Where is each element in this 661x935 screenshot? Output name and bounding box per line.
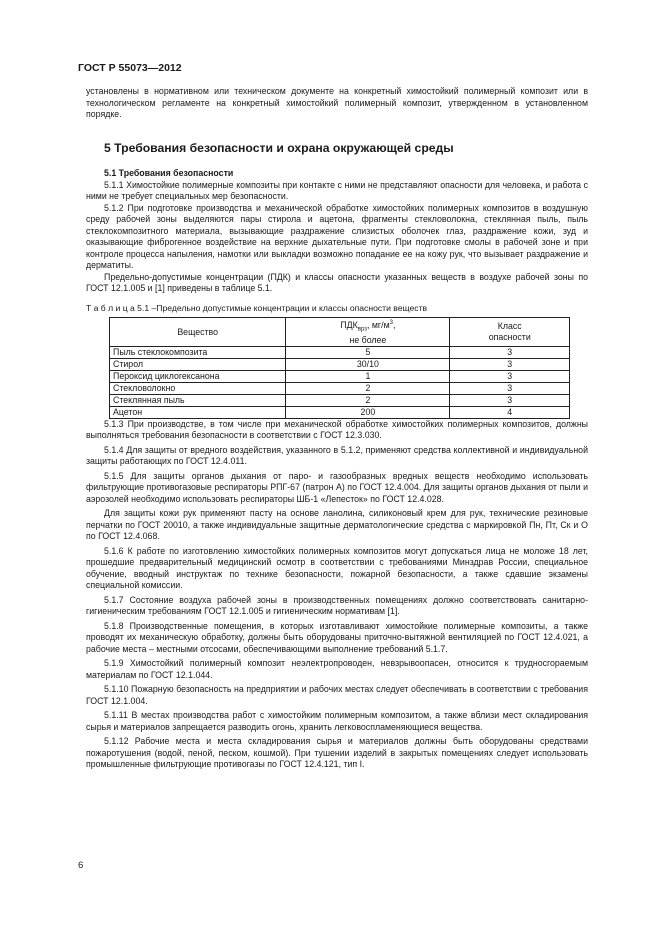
cell-pdk: 200 (286, 406, 450, 418)
cell-pdk: 2 (286, 382, 450, 394)
cell-substance: Ацетон (110, 406, 286, 418)
paragraph-5-1-6: 5.1.6 К работе по изготовлению химостойких полимерных композитов могут допускаться лица не моложе 18 лет, прошедшие предварительный медицинский осмотр в соответствии с требованиями Минздрав России, специальное обучение, вводный инструктаж по технике безопасности, пожарной безопасности, а также сдавшие экзамены специальной комиссии. (86, 545, 588, 591)
page-number: 6 (78, 860, 84, 871)
table-row (110, 358, 570, 370)
header-pdk-b: , мг/м (366, 319, 390, 330)
pdk-table (109, 317, 570, 419)
paragraph-5-1-4: 5.1.4 Для защиты от вредного воздействия, указанного в 5.1.2, применяют средства коллективной и индивидуальной защиты работающих по ГОСТ 12.4.011. (86, 444, 588, 467)
table-row (110, 394, 570, 406)
header-pdk-a: ПДК (340, 319, 358, 330)
paragraph-5-1-9: 5.1.9 Химостойкий полимерный композит неэлектропроводен, невзрывоопасен, относится к трудносгораемым материалам по ГОСТ 12.1.044. (86, 658, 588, 680)
document-body (86, 86, 588, 771)
paragraph-skin: Для защиты кожи рук применяют пасту на основе ланолина, силиконовый крем для рук, технические резиновые перчатки по ГОСТ 20010, а также индивидуальные защитные дерматологические средства с маркировкой Пн, Пт, Ск и О по ГОСТ 12.4.068. (86, 508, 588, 542)
subsection-title: 5.1 Требования безопасности (104, 168, 234, 178)
paragraph-5-1-12: 5.1.12 Рабочие места и места складирования сырья и материалов должны быть оборудованы средствами пожаротушения (водой, пеной, песком, кошмой). При тушении изделий в закрытых помещениях следует использовать промышленные фильтрующие противогазы по ГОСТ 12.4.121, тип I. (86, 736, 588, 770)
header-class-line2: опасности (488, 331, 531, 342)
cell-substance: Пыль стеклокомпозита (110, 346, 286, 358)
header-substance: Вещество (110, 318, 286, 347)
paragraph-5-1-1: 5.1.1 Химостойкие полимерные композиты при контакте с ними не представляют опасности для человека, и работа с ними не требует специальных мер безопасности. (86, 179, 588, 201)
paragraph-5-1-2: 5.1.2 При подготовке производства и механической обработке химостойких полимерных композитов в воздушную среду рабочей зоны выделяются пары стирола и ацетона, фрагменты стекловолокна, стеклянная пыль, пыль стеклокомпозитного материала, вызывающие раздражение слизистых оболочек глаз, раздражение кожи, зуд и оказывающие фиброгенное воздействие на верхние дыхательные пути. При подготовке смолы в рабочей зоне и при контроле процесса напыления, намотки или выкладки возможно попадание ее на кожу рук, что вызывает раздражение и дерматиты. (86, 202, 588, 270)
cell-pdk: 2 (286, 394, 450, 406)
paragraph-5-1-11: 5.1.11 В местах производства работ с химостойким полимерным композитом, а также вблизи мест складирования сырья и материалов запрещается разводить огонь, хранить легковоспламеняющиеся вещества. (86, 710, 588, 732)
paragraph-5-1-3: 5.1.3 При производстве, в том числе при механической обработке химостойких полимерных композитов, должны выполняться требования безопасности в соответствии с ГОСТ 12.3.030. (86, 418, 588, 441)
intro-paragraph: установлены в нормативном или техническом документе на конкретный химостойкий полимерный композит или в технологическом регламенте на конкретный химостойкий полимерный композит, утвержденном в установленном порядке. (86, 86, 588, 119)
paragraph-5-1-8: 5.1.8 Производственные помещения, в которых изготавливают химостойкие полимерные композиты, а также проводят их механическую обработку, должны быть оборудованы приточно-вытяжной вентиляцией по ГОСТ 12.4.021, а рабочие места – местными отсосами, обеспечивающими выполнение требований 5.1.7. (86, 620, 588, 654)
cell-class: 3 (450, 394, 570, 406)
cell-class: 3 (450, 358, 570, 370)
table-header-row (110, 318, 570, 347)
cell-substance: Пероксид циклогексанона (110, 370, 286, 382)
document-header: ГОСТ Р 55073—2012 (78, 62, 182, 74)
cell-pdk: 1 (286, 370, 450, 382)
cell-pdk: 30/10 (286, 358, 450, 370)
cell-class: 4 (450, 406, 570, 418)
cell-substance: Стекловолокно (110, 382, 286, 394)
table-row (110, 346, 570, 358)
section-title: 5 Требования безопасности и охрана окружающей среды (104, 140, 454, 155)
cell-class: 3 (450, 346, 570, 358)
header-pdk-line2: не более (349, 335, 387, 346)
header-pdk (286, 318, 450, 347)
paragraph-5-1-7: 5.1.7 Состояние воздуха рабочей зоны в производственных помещениях должно соответствовать санитарно-гигиеническим требованиям ГОСТ 12.1.005 и гигиеническим нормативам [1]. (86, 594, 588, 617)
table-row (110, 406, 570, 418)
cell-class: 3 (450, 370, 570, 382)
table-row (110, 382, 570, 394)
header-pdk-c: , (392, 319, 396, 330)
paragraph-pdk: Предельно-допустимые концентрации (ПДК) и классы опасности указанных веществ в воздухе рабочей зоны по ГОСТ 12.1.005 и [1] приведены в таблице 5.1. (86, 271, 588, 293)
table-caption: Т а б л и ц а 5.1 –Предельно допустимые концентрации и классы опасности веществ (86, 302, 428, 313)
table-row (110, 370, 570, 382)
paragraph-5-1-10: 5.1.10 Пожарную безопасность на предприятии и рабочих местах следует обеспечивать в соответствии с требования ГОСТ 12.1.004. (86, 684, 588, 706)
header-pdk-sup: 3 (389, 320, 393, 326)
header-class (450, 318, 570, 347)
header-pdk-sub: врз (357, 326, 367, 333)
cell-substance: Стеклянная пыль (110, 394, 286, 406)
cell-class: 3 (450, 382, 570, 394)
cell-pdk: 5 (286, 346, 450, 358)
paragraph-5-1-5: 5.1.5 Для защиты органов дыхания от паро- и газообразных вредных веществ необходимо использовать фильтрующие противогазовые респираторы РПГ-67 (патрон А) по ГОСТ 12.4.004. Для защиты органов дыхания от пыли и аэрозолей необходимо использовать респираторы ШБ-1 «Лепесток» по ГОСТ 12.4.028. (86, 470, 588, 504)
cell-substance: Стирол (110, 358, 286, 370)
header-class-line1: Класс (497, 321, 522, 332)
